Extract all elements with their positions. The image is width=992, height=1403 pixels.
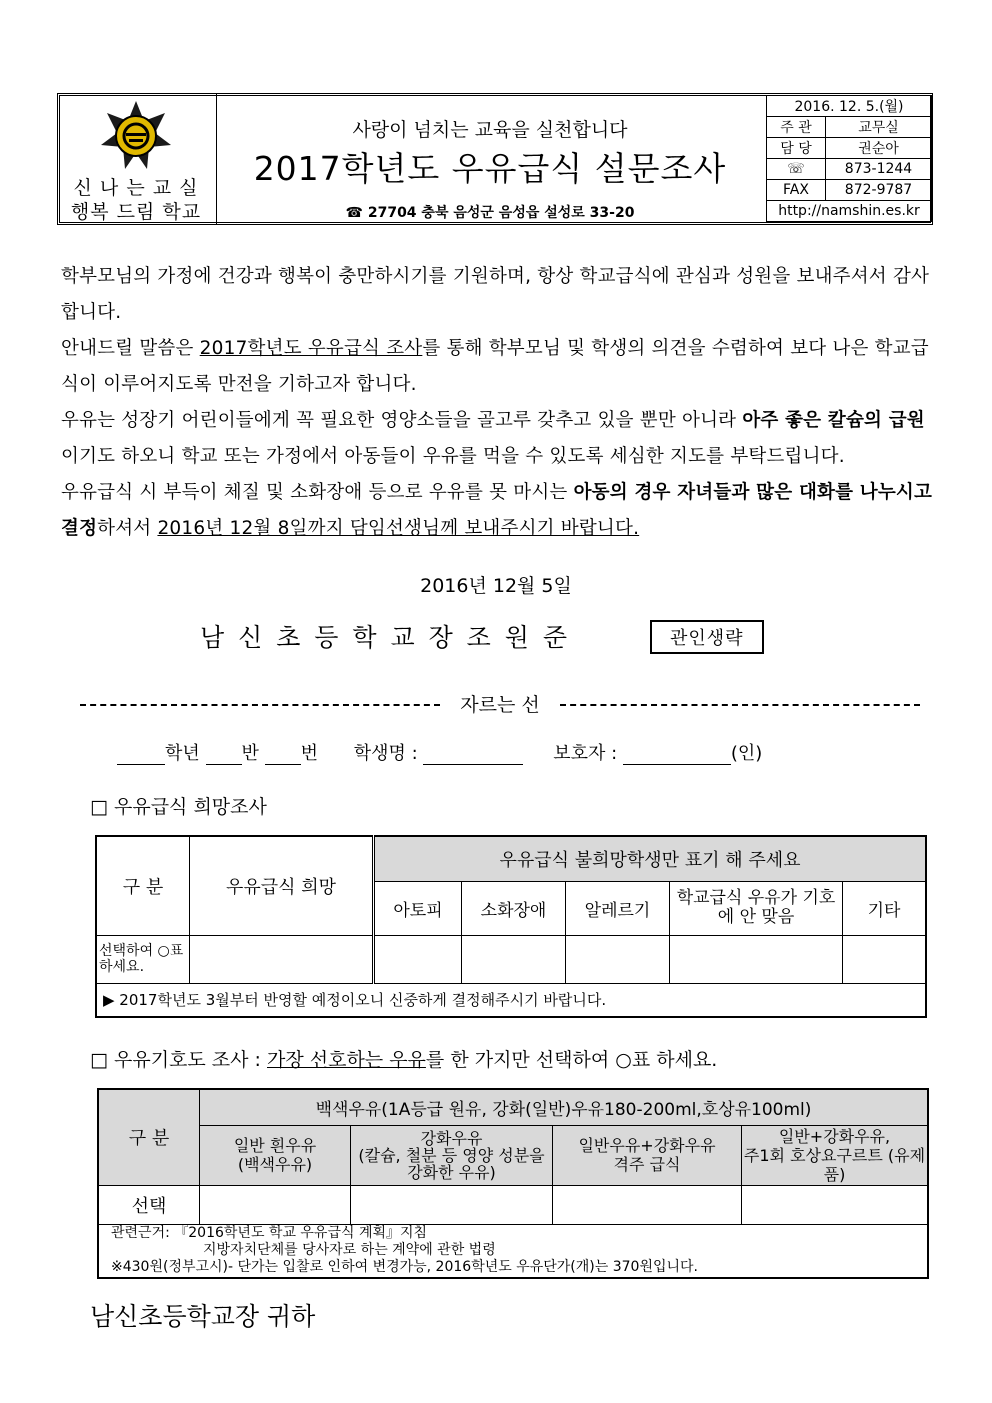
principal-name: 남 신 초 등 학 교 장 조 원 준 xyxy=(200,623,571,652)
option-plain-milk xyxy=(200,1125,351,1185)
p2-underlined: 2017학년도 우유급식 조사 xyxy=(199,338,423,359)
school-emblem-icon xyxy=(99,99,173,173)
letter-paragraph-1: 학부모님의 가정에 건강과 행복이 충만하시기를 기원하며, 항상 학교급식에 관심과 성원을 보내주셔서 감사합니다. xyxy=(61,266,930,323)
p2-text: 안내드릴 말씀은 xyxy=(61,338,200,359)
survey2-heading xyxy=(90,1045,717,1072)
s2-header: 백색우유(1A등급 원유, 강화(일반)우유180-200ml,호상유100ml) xyxy=(200,1089,929,1125)
student-name-label: 학생명 : xyxy=(353,743,418,764)
grade-label: 학년 xyxy=(165,743,200,764)
option-mixed-yogurt-title: 일반+강화우유, xyxy=(778,1126,891,1146)
letter-paragraph-4 xyxy=(61,475,941,547)
s1-atopy-cell[interactable] xyxy=(374,935,462,983)
s2-note-price: ※430원(정부고시)- 단가는 입찰로 인하여 변경가능, 2016학년도 우유단가(개)는 370원입니다. xyxy=(111,1259,698,1276)
letter-date: 2016년 12월 5일 xyxy=(420,575,572,597)
p3-bold: 아주 좋은 칼슘의 급원 xyxy=(742,410,925,431)
student-name-blank[interactable] xyxy=(423,743,523,765)
dept-value: 교무실 xyxy=(826,117,932,138)
option-mixed-yogurt xyxy=(742,1125,929,1185)
s1-note: ▶ 2017학년도 3월부터 반영할 예정이오니 신중하게 결정해주시기 바랍니다. xyxy=(96,983,926,1017)
option-alternating-milk xyxy=(553,1125,742,1185)
reason-taste: 학교급식 우유가 기호에 안 맞음 xyxy=(670,881,843,935)
p4-text-mid: 하셔서 xyxy=(97,518,158,539)
motto-line2: 행복 드림 학교 xyxy=(70,201,202,223)
school-logo-area xyxy=(57,93,217,225)
s2-plain-cell[interactable] xyxy=(200,1185,351,1224)
class-blank[interactable] xyxy=(206,743,242,765)
page-title: 2017학년도 우유급식 설문조사 xyxy=(253,149,727,188)
guardian-seal: (인) xyxy=(730,743,763,764)
s1-digestive-cell[interactable] xyxy=(462,935,566,983)
reason-allergy: 알레르기 xyxy=(566,881,670,935)
s1-taste-cell[interactable] xyxy=(670,935,843,983)
guardian-label: 보호자 : xyxy=(553,743,618,764)
class-label: 반 xyxy=(241,743,259,764)
survey1-heading: □ 우유급식 희망조사 xyxy=(90,796,267,818)
fax-label: FAX xyxy=(767,180,826,201)
cut-line-right xyxy=(560,704,920,706)
survey1-table xyxy=(95,835,927,1018)
document-date: 2016. 12. 5.(월) xyxy=(767,96,932,117)
motto-line1: 신 나 는 교 실 xyxy=(73,177,199,199)
option-fortified-milk-title: 강화우유 xyxy=(420,1128,483,1148)
s1-hope-cell[interactable] xyxy=(190,935,374,983)
s2-heading-suffix: 를 한 가지만 선택하여 ○표 하세요. xyxy=(425,1049,718,1071)
option-mixed-yogurt-desc: 주1회 호상요구르트 (유제품) xyxy=(743,1145,926,1184)
cut-line-left xyxy=(80,704,440,706)
letter-paragraph-2 xyxy=(61,331,941,403)
option-fortified-milk-desc: (칼슘, 철분 등 영양 성분을 강화한 우유) xyxy=(358,1145,545,1182)
option-plain-milk-title: 일반 흰우유 xyxy=(233,1136,317,1155)
header-subtitle: 사랑이 넘치는 교육을 실천합니다 xyxy=(352,119,628,141)
info-table xyxy=(766,95,932,222)
option-fortified-milk xyxy=(351,1125,553,1185)
p3-text-end: 이기도 하오니 학교 또는 가정에서 아동들이 우유를 먹을 수 있도록 세심한 지도를 부탁드립니다. xyxy=(61,446,845,467)
survey2-table xyxy=(97,1088,929,1279)
phone-value: 873-1244 xyxy=(826,159,932,180)
student-info-row xyxy=(117,739,762,765)
phone-icon: ☏ xyxy=(767,159,826,180)
manager-value: 권순아 xyxy=(826,138,932,159)
s2-category-header: 구 분 xyxy=(98,1089,200,1185)
s2-fortified-cell[interactable] xyxy=(351,1185,553,1224)
fax-value: 872-9787 xyxy=(826,180,932,201)
s1-other-cell[interactable] xyxy=(843,935,927,983)
seal-omitted: 관인생략 xyxy=(650,620,764,654)
school-address: ☎ 27704 충북 음성군 음성읍 설성로 33-20 xyxy=(345,205,635,221)
reason-digestive: 소화장애 xyxy=(462,881,566,935)
s1-row-label: 선택하여 ○표 하세요. xyxy=(96,935,190,983)
reason-atopy: 아토피 xyxy=(374,881,462,935)
guardian-name-blank[interactable] xyxy=(623,743,731,765)
s2-heading-underlined: 가장 선호하는 우유 xyxy=(267,1049,426,1071)
website-link[interactable]: http://namshin.es.kr xyxy=(767,201,932,222)
s2-heading-prefix: □ 우유기호도 조사 : xyxy=(90,1049,267,1071)
option-alternating-milk-desc: 격주 급식 xyxy=(613,1155,681,1174)
letter-paragraph-3 xyxy=(61,403,941,475)
cut-line-label: 자르는 선 xyxy=(460,694,540,716)
s1-category-header: 구 분 xyxy=(96,836,190,935)
s1-no-hope-header: 우유급식 불희망학생만 표기 해 주세요 xyxy=(374,836,927,881)
s1-allergy-cell[interactable] xyxy=(566,935,670,983)
s1-hope-header: 우유급식 희망 xyxy=(190,836,374,935)
option-alternating-milk-title: 일반우유+강화우유 xyxy=(578,1136,716,1155)
s2-notes xyxy=(98,1224,928,1278)
s2-row-label: 선택 xyxy=(98,1185,200,1224)
grade-blank[interactable] xyxy=(117,743,165,765)
number-label: 번 xyxy=(300,743,319,764)
footer-recipient: 남신초등학교장 귀하 xyxy=(90,1302,316,1331)
option-plain-milk-desc: (백색우유) xyxy=(237,1155,313,1174)
s2-alternating-cell[interactable] xyxy=(553,1185,742,1224)
p4-text: 우유급식 시 부득이 체질 및 소화장애 등으로 우유를 못 마시는 xyxy=(61,482,574,503)
p4-deadline: 2016년 12월 8일까지 담임선생님께 보내주시기 바랍니다. xyxy=(157,518,640,539)
manager-label: 담 당 xyxy=(767,138,826,159)
p3-text: 우유는 성장기 어린이들에게 꼭 필요한 영양소들을 골고루 갖추고 있을 뿐만 아니라 xyxy=(61,410,743,431)
p4-bold: 아동의 경우 자녀들과 많은 대화를 나누시고 결정 xyxy=(61,482,933,539)
reason-other: 기타 xyxy=(843,881,927,935)
s2-note-law: 지방자치단체를 당사자로 하는 계약에 관한 법령 xyxy=(203,1242,496,1259)
s2-note-basis: 관련근거: 『2016학년도 학교 우유급식 계획』지침 xyxy=(111,1225,428,1242)
s2-yogurt-cell[interactable] xyxy=(742,1185,929,1224)
dept-label: 주 관 xyxy=(767,117,826,138)
p2-text-end: 를 통해 학부모님 및 학생의 의견을 수렴하여 보다 나은 학교급식이 이루어지도록 만전을 기하고자 합니다. xyxy=(61,338,929,395)
number-blank[interactable] xyxy=(265,743,301,765)
